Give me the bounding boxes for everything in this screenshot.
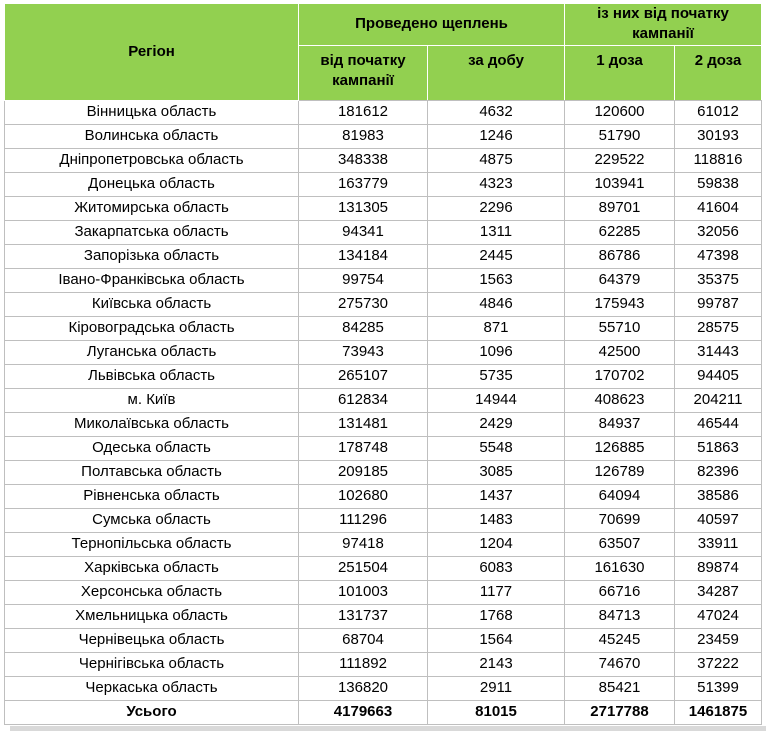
since-start-cell: 178748 <box>299 436 428 460</box>
per-day-cell: 1096 <box>428 340 565 364</box>
since-start-cell: 136820 <box>299 676 428 700</box>
header-group-vaccinations: Проведено щеплень <box>299 4 565 46</box>
region-cell: Тернопільська область <box>5 532 299 556</box>
region-cell: Донецька область <box>5 172 299 196</box>
region-cell: Чернігівська область <box>5 652 299 676</box>
dose1-cell: 103941 <box>565 172 675 196</box>
total-per-day-cell: 81015 <box>428 700 565 724</box>
table-row <box>5 196 762 220</box>
region-cell: Дніпропетровська область <box>5 148 299 172</box>
per-day-cell: 1437 <box>428 484 565 508</box>
per-day-cell: 2429 <box>428 412 565 436</box>
per-day-cell: 2445 <box>428 244 565 268</box>
region-cell: Хмельницька область <box>5 604 299 628</box>
dose1-cell: 55710 <box>565 316 675 340</box>
per-day-cell: 14944 <box>428 388 565 412</box>
since-start-cell: 101003 <box>299 580 428 604</box>
dose2-cell: 37222 <box>675 652 762 676</box>
dose1-cell: 85421 <box>565 676 675 700</box>
region-cell: Івано-Франківська область <box>5 268 299 292</box>
region-cell: Сумська область <box>5 508 299 532</box>
dose1-cell: 45245 <box>565 628 675 652</box>
total-dose1-cell: 2717788 <box>565 700 675 724</box>
since-start-cell: 265107 <box>299 364 428 388</box>
region-cell: Кіровоградська область <box>5 316 299 340</box>
since-start-cell: 131305 <box>299 196 428 220</box>
table-shadow <box>10 726 766 731</box>
region-cell: Чернівецька область <box>5 628 299 652</box>
dose1-cell: 84937 <box>565 412 675 436</box>
table-header <box>5 4 762 101</box>
region-cell: Черкаська область <box>5 676 299 700</box>
table-row <box>5 484 762 508</box>
region-cell: Запорізька область <box>5 244 299 268</box>
dose2-cell: 118816 <box>675 148 762 172</box>
dose2-cell: 59838 <box>675 172 762 196</box>
table-row <box>5 388 762 412</box>
per-day-cell: 6083 <box>428 556 565 580</box>
since-start-cell: 131481 <box>299 412 428 436</box>
table-row <box>5 412 762 436</box>
table-row <box>5 172 762 196</box>
region-cell: Херсонська область <box>5 580 299 604</box>
since-start-cell: 209185 <box>299 460 428 484</box>
table-row <box>5 604 762 628</box>
since-start-cell: 181612 <box>299 100 428 124</box>
dose1-cell: 175943 <box>565 292 675 316</box>
per-day-cell: 1177 <box>428 580 565 604</box>
dose1-cell: 51790 <box>565 124 675 148</box>
per-day-cell: 1246 <box>428 124 565 148</box>
dose1-cell: 170702 <box>565 364 675 388</box>
since-start-cell: 251504 <box>299 556 428 580</box>
table-row <box>5 436 762 460</box>
per-day-cell: 4875 <box>428 148 565 172</box>
total-dose2-cell: 1461875 <box>675 700 762 724</box>
dose2-cell: 61012 <box>675 100 762 124</box>
region-cell: Київська область <box>5 292 299 316</box>
region-cell: Миколаївська область <box>5 412 299 436</box>
table-footer <box>5 700 762 724</box>
per-day-cell: 4323 <box>428 172 565 196</box>
since-start-cell: 163779 <box>299 172 428 196</box>
region-cell: Рівненська область <box>5 484 299 508</box>
dose2-cell: 33911 <box>675 532 762 556</box>
dose2-cell: 47024 <box>675 604 762 628</box>
per-day-cell: 871 <box>428 316 565 340</box>
table-row <box>5 556 762 580</box>
since-start-cell: 612834 <box>299 388 428 412</box>
dose1-cell: 126885 <box>565 436 675 460</box>
dose1-cell: 70699 <box>565 508 675 532</box>
dose1-cell: 64094 <box>565 484 675 508</box>
total-row <box>5 700 762 724</box>
per-day-cell: 3085 <box>428 460 565 484</box>
table-row <box>5 292 762 316</box>
region-cell: м. Київ <box>5 388 299 412</box>
region-cell: Закарпатська область <box>5 220 299 244</box>
table-row <box>5 244 762 268</box>
dose1-cell: 84713 <box>565 604 675 628</box>
dose1-cell: 120600 <box>565 100 675 124</box>
per-day-cell: 5548 <box>428 436 565 460</box>
per-day-cell: 1483 <box>428 508 565 532</box>
table-row <box>5 220 762 244</box>
header-dose2: 2 доза <box>675 45 762 100</box>
since-start-cell: 84285 <box>299 316 428 340</box>
per-day-cell: 4846 <box>428 292 565 316</box>
table-row <box>5 364 762 388</box>
header-group-campaign: із них від початку кампанії <box>565 4 762 46</box>
table-row <box>5 100 762 124</box>
dose1-cell: 66716 <box>565 580 675 604</box>
dose2-cell: 31443 <box>675 340 762 364</box>
dose1-cell: 408623 <box>565 388 675 412</box>
since-start-cell: 68704 <box>299 628 428 652</box>
dose2-cell: 34287 <box>675 580 762 604</box>
since-start-cell: 99754 <box>299 268 428 292</box>
per-day-cell: 2911 <box>428 676 565 700</box>
dose2-cell: 51863 <box>675 436 762 460</box>
table-row <box>5 148 762 172</box>
dose2-cell: 94405 <box>675 364 762 388</box>
per-day-cell: 2143 <box>428 652 565 676</box>
since-start-cell: 81983 <box>299 124 428 148</box>
dose1-cell: 161630 <box>565 556 675 580</box>
header-per-day: за добу <box>428 45 565 100</box>
dose2-cell: 89874 <box>675 556 762 580</box>
table-row <box>5 316 762 340</box>
dose2-cell: 46544 <box>675 412 762 436</box>
table-row <box>5 340 762 364</box>
header-dose1: 1 доза <box>565 45 675 100</box>
dose2-cell: 99787 <box>675 292 762 316</box>
since-start-cell: 134184 <box>299 244 428 268</box>
dose2-cell: 47398 <box>675 244 762 268</box>
region-cell: Луганська область <box>5 340 299 364</box>
table-row <box>5 628 762 652</box>
dose2-cell: 204211 <box>675 388 762 412</box>
table-body <box>5 100 762 700</box>
since-start-cell: 97418 <box>299 532 428 556</box>
table-row <box>5 124 762 148</box>
region-cell: Одеська область <box>5 436 299 460</box>
per-day-cell: 1768 <box>428 604 565 628</box>
region-cell: Волинська область <box>5 124 299 148</box>
table-row <box>5 652 762 676</box>
header-group-row <box>5 4 762 46</box>
per-day-cell: 1311 <box>428 220 565 244</box>
dose1-cell: 74670 <box>565 652 675 676</box>
total-since-start-cell: 4179663 <box>299 700 428 724</box>
since-start-cell: 73943 <box>299 340 428 364</box>
per-day-cell: 1564 <box>428 628 565 652</box>
dose2-cell: 35375 <box>675 268 762 292</box>
dose2-cell: 41604 <box>675 196 762 220</box>
dose1-cell: 89701 <box>565 196 675 220</box>
per-day-cell: 5735 <box>428 364 565 388</box>
region-cell: Харківська область <box>5 556 299 580</box>
dose2-cell: 40597 <box>675 508 762 532</box>
table-row <box>5 532 762 556</box>
dose2-cell: 38586 <box>675 484 762 508</box>
dose2-cell: 28575 <box>675 316 762 340</box>
region-cell: Вінницька область <box>5 100 299 124</box>
table-row <box>5 268 762 292</box>
since-start-cell: 111296 <box>299 508 428 532</box>
dose2-cell: 51399 <box>675 676 762 700</box>
region-cell: Полтавська область <box>5 460 299 484</box>
header-region: Регіон <box>5 4 299 101</box>
table-row <box>5 580 762 604</box>
dose1-cell: 126789 <box>565 460 675 484</box>
since-start-cell: 348338 <box>299 148 428 172</box>
since-start-cell: 94341 <box>299 220 428 244</box>
dose2-cell: 32056 <box>675 220 762 244</box>
total-label-cell: Усього <box>5 700 299 724</box>
region-cell: Львівська область <box>5 364 299 388</box>
per-day-cell: 1204 <box>428 532 565 556</box>
header-since-campaign-start: від початку кампанії <box>299 45 428 100</box>
table-row <box>5 460 762 484</box>
dose1-cell: 42500 <box>565 340 675 364</box>
dose1-cell: 229522 <box>565 148 675 172</box>
dose1-cell: 63507 <box>565 532 675 556</box>
region-cell: Житомирська область <box>5 196 299 220</box>
since-start-cell: 275730 <box>299 292 428 316</box>
dose1-cell: 64379 <box>565 268 675 292</box>
since-start-cell: 131737 <box>299 604 428 628</box>
dose2-cell: 82396 <box>675 460 762 484</box>
dose1-cell: 86786 <box>565 244 675 268</box>
table-row <box>5 676 762 700</box>
per-day-cell: 2296 <box>428 196 565 220</box>
since-start-cell: 102680 <box>299 484 428 508</box>
dose2-cell: 30193 <box>675 124 762 148</box>
per-day-cell: 1563 <box>428 268 565 292</box>
dose2-cell: 23459 <box>675 628 762 652</box>
per-day-cell: 4632 <box>428 100 565 124</box>
table-row <box>5 508 762 532</box>
vaccination-table <box>4 3 762 725</box>
dose1-cell: 62285 <box>565 220 675 244</box>
since-start-cell: 111892 <box>299 652 428 676</box>
